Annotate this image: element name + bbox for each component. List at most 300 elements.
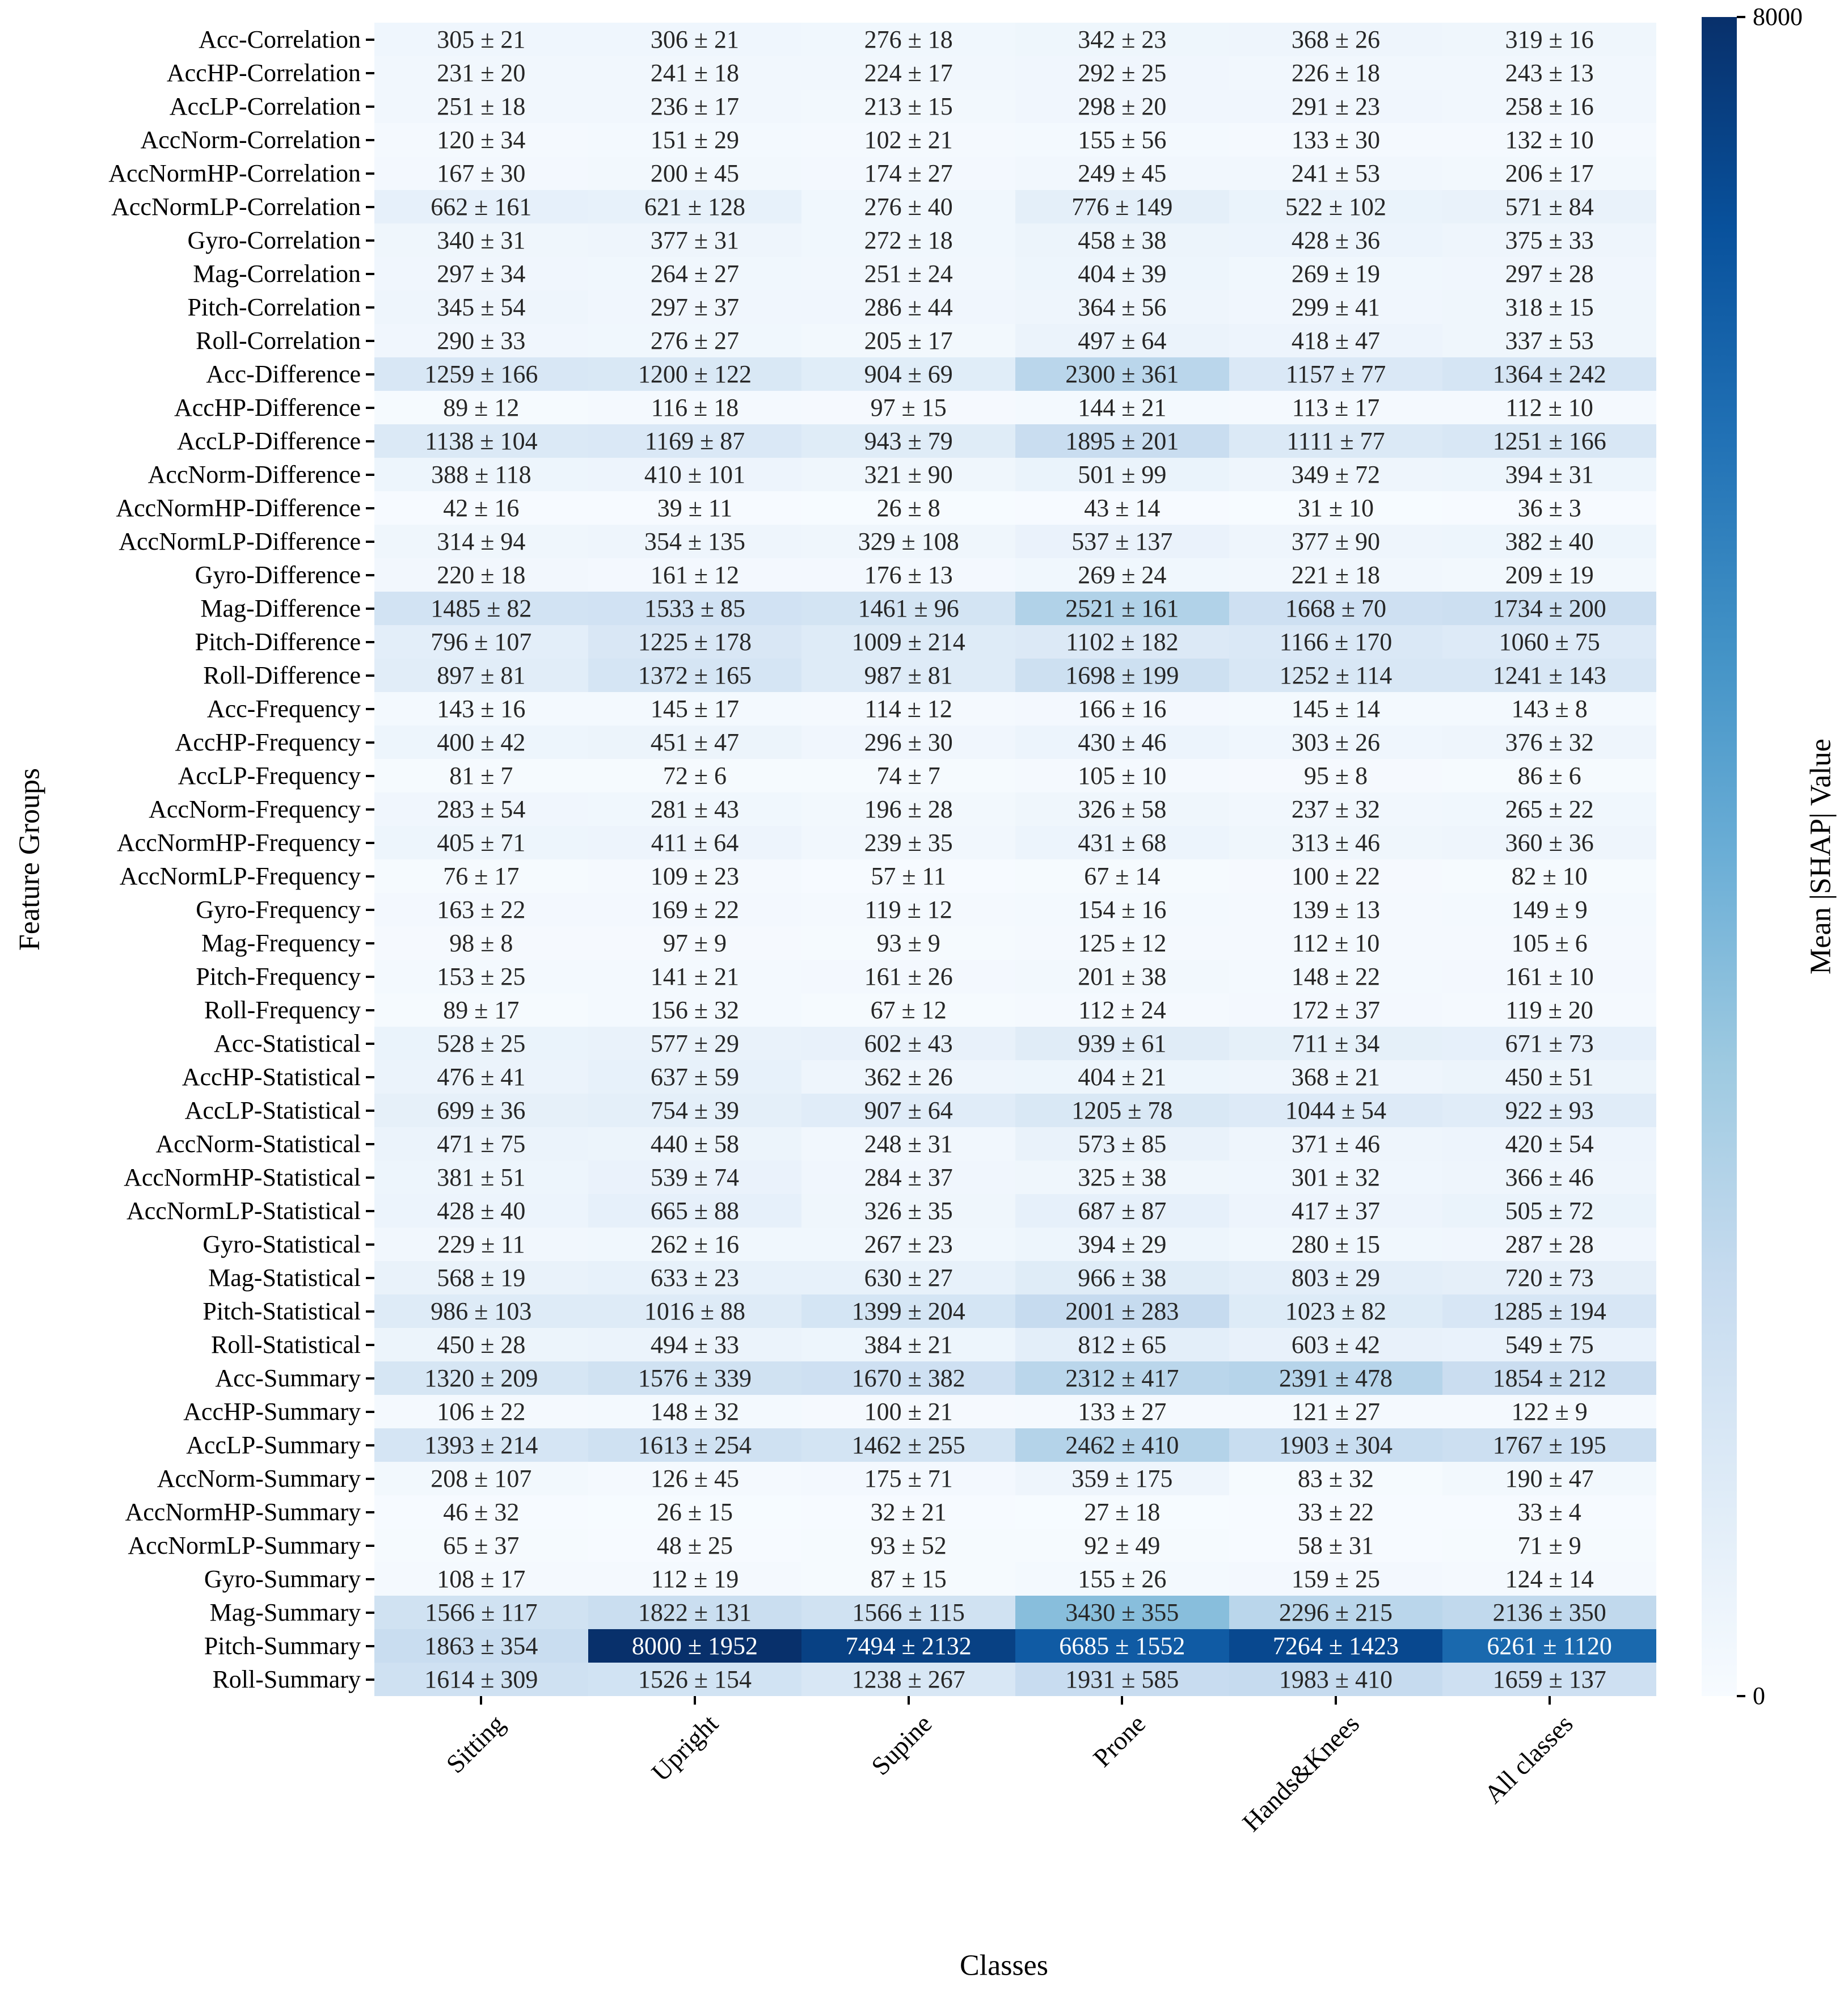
y-axis-tick — [366, 976, 374, 978]
heatmap-cell: 662 ± 161 — [374, 190, 588, 223]
row-tick-label: Mag-Summary — [209, 1599, 361, 1626]
heatmap-cell: 112 ± 10 — [1442, 391, 1656, 424]
heatmap-cell: 571 ± 84 — [1442, 190, 1656, 223]
row-tick-label: Roll-Statistical — [211, 1331, 361, 1359]
heatmap-cell: 221 ± 18 — [1229, 558, 1443, 592]
row-tick-label: Roll-Summary — [212, 1665, 361, 1693]
heatmap-cell: 141 ± 21 — [588, 960, 802, 993]
heatmap-cell: 371 ± 46 — [1229, 1127, 1443, 1161]
heatmap-cell: 241 ± 53 — [1229, 157, 1443, 190]
row-tick-label: AccHP-Frequency — [175, 728, 361, 756]
heatmap-cell: 102 ± 21 — [801, 123, 1015, 157]
heatmap-cell: 31 ± 10 — [1229, 491, 1443, 525]
heatmap-cell: 796 ± 107 — [374, 625, 588, 659]
heatmap-cell: 2462 ± 410 — [1015, 1428, 1229, 1462]
heatmap-cell: 220 ± 18 — [374, 558, 588, 592]
y-axis-tick — [366, 340, 374, 342]
heatmap-cell: 1023 ± 82 — [1229, 1294, 1443, 1328]
row-tick-label: Acc-Frequency — [206, 695, 361, 723]
heatmap-cell: 1241 ± 143 — [1442, 659, 1656, 692]
heatmap-cell: 1614 ± 309 — [374, 1663, 588, 1696]
heatmap-cell: 1461 ± 96 — [801, 592, 1015, 625]
heatmap-cell: 1854 ± 212 — [1442, 1361, 1656, 1395]
heatmap-cell: 430 ± 46 — [1015, 726, 1229, 759]
heatmap-cell: 1668 ± 70 — [1229, 592, 1443, 625]
y-axis-tick — [366, 172, 374, 175]
heatmap-cell: 1238 ± 267 — [801, 1663, 1015, 1696]
heatmap-cell: 7264 ± 1423 — [1229, 1629, 1443, 1663]
heatmap-cell: 687 ± 87 — [1015, 1194, 1229, 1228]
heatmap-cell: 290 ± 33 — [374, 324, 588, 357]
heatmap-cell: 97 ± 9 — [588, 926, 802, 960]
row-tick-label: Roll-Difference — [203, 661, 361, 689]
heatmap-cell: 326 ± 58 — [1015, 792, 1229, 826]
heatmap-cell: 364 ± 56 — [1015, 290, 1229, 324]
heatmap-cell: 125 ± 12 — [1015, 926, 1229, 960]
heatmap-cell: 1462 ± 255 — [801, 1428, 1015, 1462]
heatmap-cell: 249 ± 45 — [1015, 157, 1229, 190]
heatmap-cell: 1205 ± 78 — [1015, 1094, 1229, 1127]
heatmap-cell: 1393 ± 214 — [374, 1428, 588, 1462]
y-axis-tick — [366, 1411, 374, 1413]
heatmap-cell: 276 ± 18 — [801, 23, 1015, 56]
heatmap-cell: 2300 ± 361 — [1015, 357, 1229, 391]
heatmap-cell: 377 ± 90 — [1229, 525, 1443, 558]
heatmap-cell: 568 ± 19 — [374, 1261, 588, 1294]
heatmap-cell: 297 ± 37 — [588, 290, 802, 324]
heatmap-cell: 1533 ± 85 — [588, 592, 802, 625]
heatmap-cell: 251 ± 24 — [801, 257, 1015, 290]
heatmap-cell: 206 ± 17 — [1442, 157, 1656, 190]
row-tick-label: AccLP-Frequency — [178, 762, 361, 790]
heatmap-cell: 319 ± 16 — [1442, 23, 1656, 56]
colorbar-tick-top — [1737, 16, 1745, 18]
row-tick-label: Mag-Correlation — [193, 260, 361, 288]
row-tick-label: Acc-Correlation — [199, 26, 361, 53]
heatmap-cell: 1372 ± 165 — [588, 659, 802, 692]
heatmap-cell: 1566 ± 117 — [374, 1596, 588, 1629]
heatmap-cell: 106 ± 22 — [374, 1395, 588, 1428]
heatmap-cell: 26 ± 15 — [588, 1495, 802, 1529]
heatmap-cell: 201 ± 38 — [1015, 960, 1229, 993]
heatmap-cell: 549 ± 75 — [1442, 1328, 1656, 1361]
heatmap-cell: 1526 ± 154 — [588, 1663, 802, 1696]
heatmap-cell: 156 ± 32 — [588, 993, 802, 1027]
heatmap-cell: 305 ± 21 — [374, 23, 588, 56]
heatmap-cell: 366 ± 46 — [1442, 1161, 1656, 1194]
heatmap-cell: 57 ± 11 — [801, 859, 1015, 893]
heatmap-cell: 267 ± 23 — [801, 1228, 1015, 1261]
heatmap-cell: 1251 ± 166 — [1442, 424, 1656, 458]
y-axis-title: Feature Groups — [13, 767, 46, 951]
row-tick-label: AccNorm-Difference — [147, 461, 361, 488]
row-tick-label: AccHP-Statistical — [182, 1063, 361, 1091]
heatmap-cell: 458 ± 38 — [1015, 223, 1229, 257]
heatmap-cell: 89 ± 12 — [374, 391, 588, 424]
heatmap-cell: 241 ± 18 — [588, 56, 802, 90]
heatmap-cell: 120 ± 34 — [374, 123, 588, 157]
heatmap-cell: 1169 ± 87 — [588, 424, 802, 458]
heatmap-cell: 296 ± 30 — [801, 726, 1015, 759]
heatmap-cell: 82 ± 10 — [1442, 859, 1656, 893]
row-tick-label: AccNormHP-Correlation — [108, 159, 361, 187]
heatmap-cell: 321 ± 90 — [801, 458, 1015, 491]
heatmap-cell: 236 ± 17 — [588, 90, 802, 123]
heatmap-cell: 284 ± 37 — [801, 1161, 1015, 1194]
heatmap-cell: 159 ± 25 — [1229, 1562, 1443, 1596]
heatmap-cell: 286 ± 44 — [801, 290, 1015, 324]
heatmap-cell: 196 ± 28 — [801, 792, 1015, 826]
heatmap-cell: 1320 ± 209 — [374, 1361, 588, 1395]
heatmap-cell: 119 ± 20 — [1442, 993, 1656, 1027]
heatmap-cell: 665 ± 88 — [588, 1194, 802, 1228]
y-axis-tick — [366, 1478, 374, 1480]
y-axis-tick — [366, 39, 374, 41]
heatmap-cell: 224 ± 17 — [801, 56, 1015, 90]
heatmap-cell: 237 ± 32 — [1229, 792, 1443, 826]
heatmap-cell: 109 ± 23 — [588, 859, 802, 893]
heatmap-cell: 46 ± 32 — [374, 1495, 588, 1529]
heatmap-cell: 329 ± 108 — [801, 525, 1015, 558]
row-tick-label: AccLP-Summary — [186, 1431, 361, 1459]
heatmap-cell: 71 ± 9 — [1442, 1529, 1656, 1562]
colorbar-min-label: 0 — [1753, 1682, 1765, 1710]
row-tick-label: AccNormHP-Frequency — [116, 829, 361, 857]
heatmap-cell: 1566 ± 115 — [801, 1596, 1015, 1629]
heatmap-cell: 133 ± 27 — [1015, 1395, 1229, 1428]
heatmap-cell: 2312 ± 417 — [1015, 1361, 1229, 1395]
heatmap-cell: 155 ± 56 — [1015, 123, 1229, 157]
heatmap-cell: 298 ± 20 — [1015, 90, 1229, 123]
heatmap-cell: 32 ± 21 — [801, 1495, 1015, 1529]
heatmap-cell: 1166 ± 170 — [1229, 625, 1443, 659]
heatmap-cell: 340 ± 31 — [374, 223, 588, 257]
heatmap-cell: 231 ± 20 — [374, 56, 588, 90]
y-axis-tick — [366, 775, 374, 777]
heatmap-cell: 76 ± 17 — [374, 859, 588, 893]
y-axis-tick — [366, 1344, 374, 1346]
heatmap-cell: 904 ± 69 — [801, 357, 1015, 391]
heatmap-cell: 360 ± 36 — [1442, 826, 1656, 859]
heatmap-cell: 272 ± 18 — [801, 223, 1015, 257]
heatmap-cell: 313 ± 46 — [1229, 826, 1443, 859]
heatmap-cell: 382 ± 40 — [1442, 525, 1656, 558]
heatmap-cell: 471 ± 75 — [374, 1127, 588, 1161]
heatmap-cell: 384 ± 21 — [801, 1328, 1015, 1361]
heatmap-cell: 400 ± 42 — [374, 726, 588, 759]
x-axis-tick — [1335, 1696, 1337, 1705]
row-tick-label: Acc-Summary — [215, 1364, 361, 1392]
heatmap-cell: 966 ± 38 — [1015, 1261, 1229, 1294]
heatmap-cell: 505 ± 72 — [1442, 1194, 1656, 1228]
x-axis-tick — [1549, 1696, 1551, 1705]
row-tick-label: AccNormHP-Summary — [125, 1498, 361, 1526]
heatmap-cell: 121 ± 27 — [1229, 1395, 1443, 1428]
heatmap-cell: 258 ± 16 — [1442, 90, 1656, 123]
x-axis-tick — [1121, 1696, 1123, 1705]
row-tick-label: Mag-Statistical — [208, 1264, 361, 1292]
heatmap-cell: 280 ± 15 — [1229, 1228, 1443, 1261]
heatmap-cell: 145 ± 14 — [1229, 692, 1443, 726]
heatmap-cell: 1399 ± 204 — [801, 1294, 1015, 1328]
heatmap-cell: 95 ± 8 — [1229, 759, 1443, 792]
heatmap-cell: 243 ± 13 — [1442, 56, 1656, 90]
heatmap-cell: 126 ± 45 — [588, 1462, 802, 1495]
heatmap-cell: 359 ± 175 — [1015, 1462, 1229, 1495]
heatmap-cell: 248 ± 31 — [801, 1127, 1015, 1161]
heatmap-cell: 1157 ± 77 — [1229, 357, 1443, 391]
heatmap-cell: 262 ± 16 — [588, 1228, 802, 1261]
heatmap-cell: 812 ± 65 — [1015, 1328, 1229, 1361]
y-axis-tick — [366, 440, 374, 442]
heatmap-cell: 939 ± 61 — [1015, 1027, 1229, 1060]
heatmap-cell: 405 ± 71 — [374, 826, 588, 859]
heatmap-cell: 48 ± 25 — [588, 1529, 802, 1562]
y-axis-tick — [366, 1243, 374, 1246]
heatmap-cell: 368 ± 21 — [1229, 1060, 1443, 1094]
row-tick-label: AccLP-Correlation — [169, 92, 361, 120]
heatmap-cell: 269 ± 24 — [1015, 558, 1229, 592]
heatmap-cell: 89 ± 17 — [374, 993, 588, 1027]
heatmap-cell: 922 ± 93 — [1442, 1094, 1656, 1127]
heatmap-cell: 143 ± 16 — [374, 692, 588, 726]
heatmap-cell: 318 ± 15 — [1442, 290, 1656, 324]
heatmap-cell: 190 ± 47 — [1442, 1462, 1656, 1495]
row-tick-label: AccHP-Correlation — [166, 59, 361, 87]
heatmap-cell: 297 ± 34 — [374, 257, 588, 290]
heatmap-cell: 122 ± 9 — [1442, 1395, 1656, 1428]
heatmap-cell: 314 ± 94 — [374, 525, 588, 558]
heatmap-cell: 36 ± 3 — [1442, 491, 1656, 525]
heatmap-cell: 7494 ± 2132 — [801, 1629, 1015, 1663]
heatmap-cell: 1285 ± 194 — [1442, 1294, 1656, 1328]
heatmap-cell: 148 ± 22 — [1229, 960, 1443, 993]
y-axis-tick — [366, 842, 374, 844]
heatmap-cell: 108 ± 17 — [374, 1562, 588, 1596]
heatmap-cell: 306 ± 21 — [588, 23, 802, 56]
row-tick-label: Gyro-Correlation — [187, 226, 361, 254]
heatmap-cell: 375 ± 33 — [1442, 223, 1656, 257]
heatmap-cell: 368 ± 26 — [1229, 23, 1443, 56]
heatmap-cell: 58 ± 31 — [1229, 1529, 1443, 1562]
heatmap-cell: 630 ± 27 — [801, 1261, 1015, 1294]
col-tick-label: Sitting — [440, 1709, 510, 1779]
heatmap-cell: 633 ± 23 — [588, 1261, 802, 1294]
row-tick-label: Pitch-Correlation — [187, 293, 361, 321]
row-tick-label: AccNorm-Correlation — [140, 126, 361, 154]
y-axis-tick — [366, 708, 374, 710]
heatmap-cell: 105 ± 6 — [1442, 926, 1656, 960]
y-axis-tick — [366, 1511, 374, 1513]
heatmap-cell: 301 ± 32 — [1229, 1161, 1443, 1194]
heatmap-cell: 119 ± 12 — [801, 893, 1015, 926]
heatmap-cell: 166 ± 16 — [1015, 692, 1229, 726]
heatmap-cell: 897 ± 81 — [374, 659, 588, 692]
heatmap-cell: 265 ± 22 — [1442, 792, 1656, 826]
col-tick-label: Supine — [866, 1709, 938, 1781]
row-tick-label: Pitch-Summary — [204, 1632, 361, 1660]
heatmap-cell: 8000 ± 1952 — [588, 1629, 802, 1663]
heatmap-cell: 163 ± 22 — [374, 893, 588, 926]
heatmap-cell: 86 ± 6 — [1442, 759, 1656, 792]
heatmap-cell: 711 ± 34 — [1229, 1027, 1443, 1060]
heatmap-cell: 1200 ± 122 — [588, 357, 802, 391]
heatmap-cell: 603 ± 42 — [1229, 1328, 1443, 1361]
heatmap-cell: 410 ± 101 — [588, 458, 802, 491]
heatmap-cell: 161 ± 26 — [801, 960, 1015, 993]
heatmap-cell: 169 ± 22 — [588, 893, 802, 926]
heatmap-cell: 376 ± 32 — [1442, 726, 1656, 759]
col-tick-label: Upright — [645, 1709, 724, 1787]
y-axis-tick — [366, 641, 374, 643]
row-tick-label: AccNormLP-Difference — [119, 528, 361, 555]
row-tick-label: Gyro-Frequency — [196, 896, 361, 923]
y-axis-tick — [366, 72, 374, 74]
heatmap-cell: 2521 ± 161 — [1015, 592, 1229, 625]
heatmap-cell: 67 ± 12 — [801, 993, 1015, 1027]
heatmap-cell: 420 ± 54 — [1442, 1127, 1656, 1161]
heatmap-cell: 986 ± 103 — [374, 1294, 588, 1328]
heatmap-cell: 116 ± 18 — [588, 391, 802, 424]
colorbar-label: Mean |SHAP| Value — [1804, 739, 1837, 975]
y-axis-tick — [366, 608, 374, 610]
row-tick-label: Gyro-Statistical — [202, 1230, 361, 1258]
x-axis-title: Classes — [960, 1949, 1048, 1982]
heatmap-cell: 1734 ± 200 — [1442, 592, 1656, 625]
y-axis-tick — [366, 1444, 374, 1446]
y-axis-tick — [366, 474, 374, 476]
heatmap-cell: 1895 ± 201 — [1015, 424, 1229, 458]
heatmap-cell: 67 ± 14 — [1015, 859, 1229, 893]
heatmap-cell: 208 ± 107 — [374, 1462, 588, 1495]
heatmap-cell: 1138 ± 104 — [374, 424, 588, 458]
heatmap-cell: 428 ± 36 — [1229, 223, 1443, 257]
heatmap-cell: 113 ± 17 — [1229, 391, 1443, 424]
heatmap-cell: 522 ± 102 — [1229, 190, 1443, 223]
heatmap-cell: 451 ± 47 — [588, 726, 802, 759]
row-tick-label: Pitch-Frequency — [196, 963, 361, 990]
y-axis-tick — [366, 541, 374, 543]
heatmap-cell: 226 ± 18 — [1229, 56, 1443, 90]
x-axis-tick — [908, 1696, 910, 1705]
y-axis-tick — [366, 1176, 374, 1179]
heatmap-cell: 345 ± 54 — [374, 290, 588, 324]
y-axis-tick — [366, 909, 374, 911]
heatmap-cell: 205 ± 17 — [801, 324, 1015, 357]
row-tick-label: Roll-Frequency — [204, 996, 361, 1024]
heatmap-cell: 291 ± 23 — [1229, 90, 1443, 123]
heatmap-cell: 1364 ± 242 — [1442, 357, 1656, 391]
x-axis-tick — [694, 1696, 696, 1705]
heatmap-cell: 145 ± 17 — [588, 692, 802, 726]
heatmap-cell: 362 ± 26 — [801, 1060, 1015, 1094]
heatmap-cell: 1613 ± 254 — [588, 1428, 802, 1462]
heatmap-cell: 144 ± 21 — [1015, 391, 1229, 424]
heatmap-cell: 172 ± 37 — [1229, 993, 1443, 1027]
y-axis-tick — [366, 1310, 374, 1313]
y-axis-tick — [366, 239, 374, 242]
heatmap-cell: 149 ± 9 — [1442, 893, 1656, 926]
heatmap-cell: 1485 ± 82 — [374, 592, 588, 625]
y-axis-tick — [366, 306, 374, 309]
heatmap-cell: 2391 ± 478 — [1229, 1361, 1443, 1395]
heatmap-cell: 573 ± 85 — [1015, 1127, 1229, 1161]
heatmap-cell: 349 ± 72 — [1229, 458, 1443, 491]
y-axis-tick — [366, 1377, 374, 1380]
row-tick-label: Pitch-Statistical — [202, 1297, 361, 1325]
heatmap-cell: 209 ± 19 — [1442, 558, 1656, 592]
heatmap-cell: 229 ± 11 — [374, 1228, 588, 1261]
row-tick-label: Roll-Correlation — [196, 327, 361, 355]
heatmap-cell: 167 ± 30 — [374, 157, 588, 190]
heatmap-cell: 6261 ± 1120 — [1442, 1629, 1656, 1663]
heatmap-cell: 139 ± 13 — [1229, 893, 1443, 926]
heatmap-cell: 112 ± 24 — [1015, 993, 1229, 1027]
y-axis-tick — [366, 875, 374, 878]
heatmap-cell: 431 ± 68 — [1015, 826, 1229, 859]
y-axis-tick — [366, 139, 374, 141]
heatmap-cell: 100 ± 22 — [1229, 859, 1443, 893]
heatmap-cell: 987 ± 81 — [801, 659, 1015, 692]
heatmap-cell: 153 ± 25 — [374, 960, 588, 993]
heatmap-cell: 671 ± 73 — [1442, 1027, 1656, 1060]
heatmap-cell: 1044 ± 54 — [1229, 1094, 1443, 1127]
heatmap-cell: 1576 ± 339 — [588, 1361, 802, 1395]
heatmap-cell: 907 ± 64 — [801, 1094, 1015, 1127]
heatmap-cell: 133 ± 30 — [1229, 123, 1443, 157]
y-axis-tick — [366, 1043, 374, 1045]
heatmap-cell: 943 ± 79 — [801, 424, 1015, 458]
heatmap-cell: 1111 ± 77 — [1229, 424, 1443, 458]
heatmap-cell: 342 ± 23 — [1015, 23, 1229, 56]
heatmap-cell: 537 ± 137 — [1015, 525, 1229, 558]
heatmap-cell: 450 ± 51 — [1442, 1060, 1656, 1094]
heatmap-cell: 161 ± 10 — [1442, 960, 1656, 993]
heatmap-cell: 754 ± 39 — [588, 1094, 802, 1127]
row-tick-label: AccLP-Difference — [176, 427, 361, 455]
heatmap-cell: 1931 ± 585 — [1015, 1663, 1229, 1696]
y-axis-tick — [366, 808, 374, 811]
heatmap-cell: 93 ± 9 — [801, 926, 1015, 960]
heatmap-cell: 1225 ± 178 — [588, 625, 802, 659]
heatmap-cell: 43 ± 14 — [1015, 491, 1229, 525]
row-tick-label: Gyro-Difference — [195, 561, 361, 589]
heatmap-cell: 251 ± 18 — [374, 90, 588, 123]
heatmap-cell: 281 ± 43 — [588, 792, 802, 826]
colorbar — [1702, 17, 1737, 1696]
heatmap-cell: 450 ± 28 — [374, 1328, 588, 1361]
heatmap-cell: 97 ± 15 — [801, 391, 1015, 424]
heatmap-cell: 1659 ± 137 — [1442, 1663, 1656, 1696]
heatmap-cell: 1060 ± 75 — [1442, 625, 1656, 659]
heatmap-cell: 699 ± 36 — [374, 1094, 588, 1127]
y-axis-tick — [366, 574, 374, 576]
heatmap-cell: 354 ± 135 — [588, 525, 802, 558]
heatmap-cell: 303 ± 26 — [1229, 726, 1443, 759]
y-axis-tick — [366, 507, 374, 509]
heatmap-cell: 98 ± 8 — [374, 926, 588, 960]
heatmap-cell: 1252 ± 114 — [1229, 659, 1443, 692]
y-axis-tick — [366, 1076, 374, 1078]
heatmap-cell: 3430 ± 355 — [1015, 1596, 1229, 1629]
colorbar-tick-bottom — [1737, 1695, 1745, 1697]
y-axis-tick — [366, 1612, 374, 1614]
y-axis-tick — [366, 1009, 374, 1011]
heatmap-cell: 276 ± 40 — [801, 190, 1015, 223]
row-tick-label: AccNormLP-Correlation — [111, 193, 361, 221]
y-axis-tick — [366, 1143, 374, 1145]
heatmap-cell: 2136 ± 350 — [1442, 1596, 1656, 1629]
